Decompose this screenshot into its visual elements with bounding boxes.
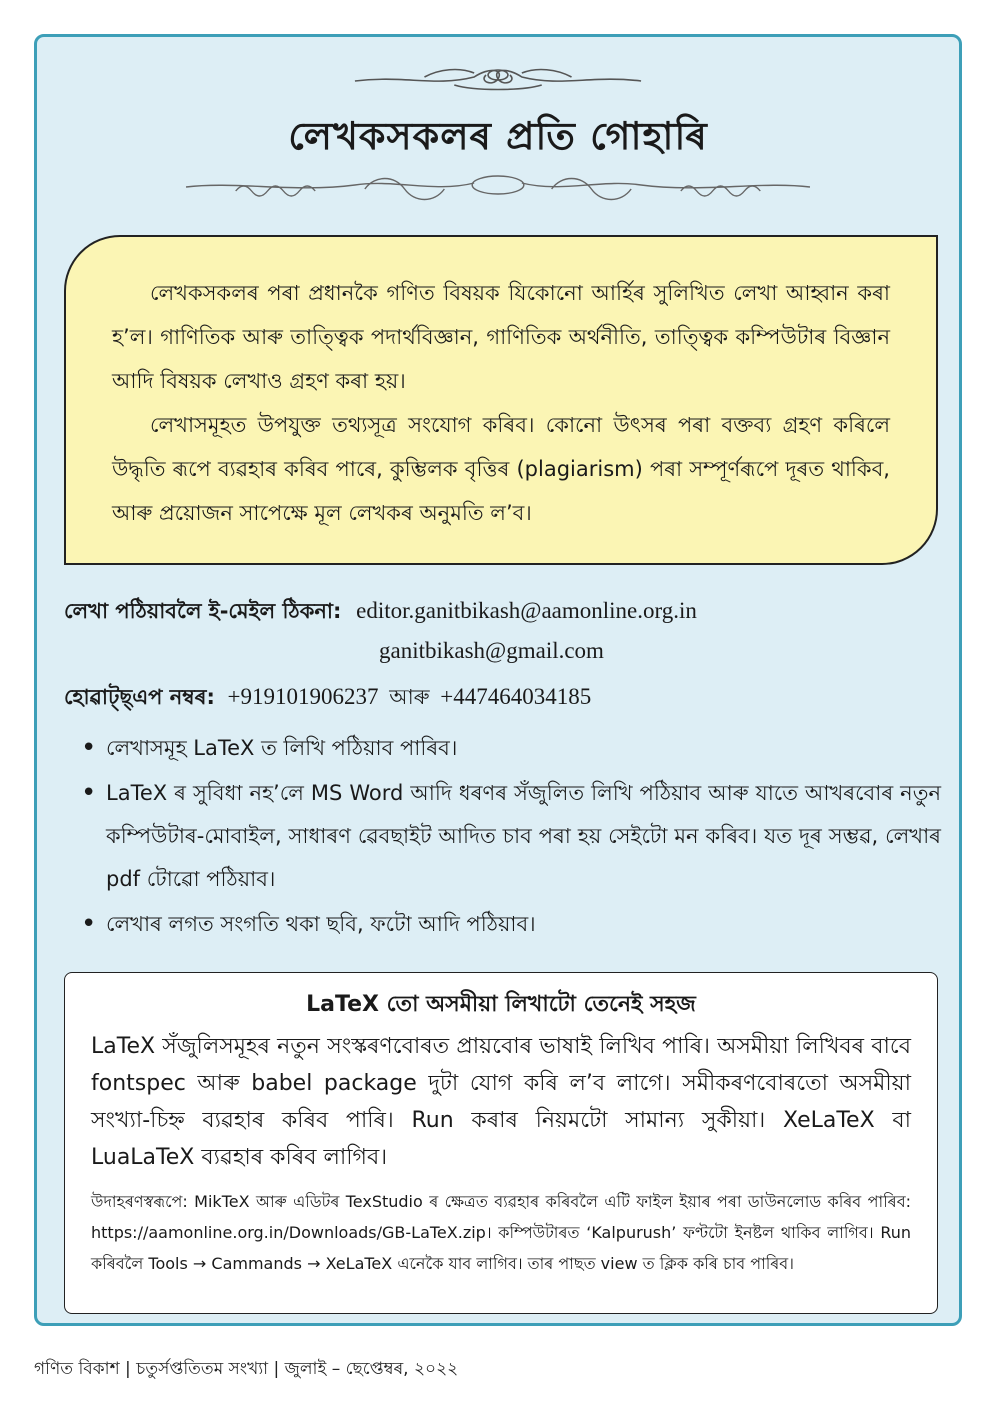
phone-2: +447464034185 [440,684,592,709]
list-item: • লেখাসমূহ LaTeX ত লিখি পঠিয়াব পাৰিব। [81,727,941,770]
latex-box-note: উদাহৰণস্বৰূপে: MikTeX আৰু এডিটৰ TexStudio ৰ ক্ষেত্ৰত ব্যৱহাৰ কৰিবলৈ এটি ফাইল ইয়াৰ পৰা ডাউনলোড কৰিব পাৰিব: https://aamonline.org.in/Downloads/GB-LaTeX.zip। কম্পিউটাৰত ‘Kalpurush’ ফণ্টটো ইনষ্টল থাকিব লাগিব। Run কৰিবলৈ Tools → Cammands → XeLaTeX এনেকৈ যাব লাগিব। তাৰ পাছত view ত ক্লিক কৰি চাব পাৰিব। [91,1192,911,1273]
callout-paragraph-1: লেখকসকলৰ পৰা প্ৰধানকৈ গণিত বিষয়ক যিকোনো আৰ্হিৰ সুলিখিত লেখা আহ্বান কৰা হ’ল। গাণিতিক আৰু তাত্ত্বিক পদাৰ্থবিজ্ঞান, গাণিতিক অৰ্থনীতি, তাত্ত্বিক কম্পিউটাৰ বিজ্ঞান আদি বিষয়ক লেখাও গ্ৰহণ কৰা হয়। [112,281,890,393]
list-item: • লেখাৰ লগত সংগতি থকা ছবি, ফটো আদি পঠিয়াব। [81,903,941,946]
latex-box-body: LaTeX সঁজুলিসমূহৰ নতুন সংস্কৰণবোৰত প্ৰায়বোৰ ভাষাই লিখিব পাৰি। অসমীয়া লিখিবৰ বাবে fontspec আৰু babel package দুটা যোগ কৰি ল’ব লাগে। সমীকৰণবোৰতো অসমীয়া সংখ্যা-চিহ্ন ব্যৱহাৰ কৰিব পাৰি। Run কৰাৰ নিয়মটো সামান্য সুকীয়া। XeLaTeX বা LuaLaTeX ব্যৱহাৰ কৰিব লাগিব। [91,1034,911,1170]
email-secondary[interactable]: ganitbikash@gmail.com [379,638,604,663]
bullet-icon: • [81,778,97,808]
whatsapp-label: হোৱাট্‌ছ্‌এপ নম্বৰ: [64,685,215,709]
whatsapp-row [64,681,591,716]
page-frame [34,34,962,1326]
latex-info-box [64,972,938,1314]
call-for-papers-box [64,235,938,565]
bottom-ornament [37,165,959,205]
and-text: আৰু [389,685,430,709]
email-primary[interactable]: editor.ganitbikash@aamonline.org.in [356,598,697,623]
email-label: লেখা পঠিয়াবলৈ ই-মেইল ঠিকনা: [64,599,342,623]
latex-box-heading: LaTeX তো অসমীয়া লিখাটো তেনেই সহজ [306,992,696,1017]
page-footer: গণিত বিকাশ | চতুৰ্সপ্ততিতম সংখ্যা | জুলাই – ছেপ্তেম্বৰ, ২০২২ [34,1359,459,1379]
email-row-2 [379,638,604,664]
callout-paragraph-2: লেখাসমূহত উপযুক্ত তথ্যসূত্ৰ সংযোগ কৰিব। কোনো উৎসৰ পৰা বক্তব্য গ্ৰহণ কৰিলে উদ্ধৃতি ৰূপে ব্যৱহাৰ কৰিব পাৰে, কুম্ভিলক বৃত্তিৰ (plagiarism) পৰা সম্পূৰ্ণৰূপে দূৰত থাকিব, আৰু প্ৰয়োজন সাপেক্ষে মূল লেখকৰ অনুমতি ল’ব। [112,413,890,525]
phone-1: +919101906237 [227,684,379,709]
email-row [64,595,697,630]
top-ornament [37,55,959,95]
list-item: • LaTeX ৰ সুবিধা নহ’লে MS Word আদি ধৰণৰ সঁজুলিত লিখি পঠিয়াব আৰু যাতে আখৰবোৰ নতুন কম্পিউটাৰ-মোবাইল, সাধাৰণ ৱেবছাইট আদিত চাব পৰা হয় সেইটো মন কৰিব। যত দূৰ সম্ভৱ, লেখাৰ pdf টোৱো পঠিয়াব। [81,772,941,901]
guidelines-list [81,727,941,948]
bullet-icon: • [81,733,97,763]
bullet-icon: • [81,909,97,939]
page-title: লেখকসকলৰ প্ৰতি গোহাৰি [288,114,708,158]
